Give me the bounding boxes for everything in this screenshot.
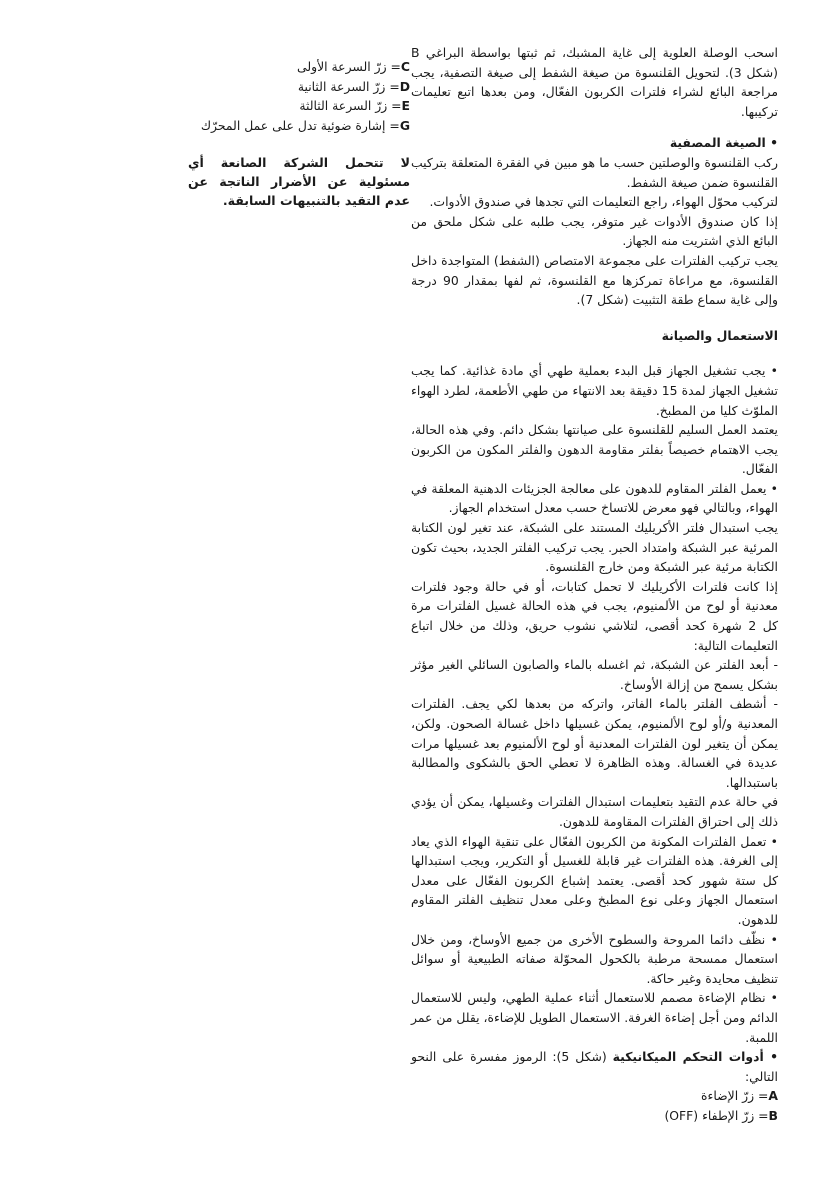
controls-description: (شكل 5): الرموز مفسرة على النحو التالي:: [411, 1049, 778, 1084]
legend-e-key: E: [401, 98, 410, 114]
use-paragraph-6: - أبعد الفلتر عن الشبكة، ثم اغسله بالماء والصابون السائلي الغير مؤثر بشكل يسمح من إزالة الأوساخ.: [411, 657, 778, 692]
legend-b-text: = زرّ الإطفاء (OFF): [664, 1107, 769, 1123]
use-paragraph-8: في حالة عدم التقيد بتعليمات استبدال الفلترات وغسيلها، يمكن أن يؤدي ذلك إلى احتراق الفلترات المقاومة للدهون.: [411, 794, 778, 829]
legend-c-text: = زرّ السرعة الأولى: [297, 59, 401, 74]
use-paragraph-5: إذا كانت فلترات الأكريليك لا تحمل كتابات، أو في حالة وجود فلترات معدنية أو لوح من الألمنيوم، يجب في هذه الحالة غسيل الفلترات مرة كل 2 شهرة كحد أقصى، لتلاشي نشوب حريق، وذلك من خلال اتباع التعليمات التالية:: [411, 578, 778, 653]
legend-a-key: A: [768, 1088, 778, 1104]
right-column: [411, 43, 778, 1125]
legend-d-text: = زرّ السرعة الثانية: [297, 78, 400, 94]
legend-g-text: = إشارة ضوئية تدل على عمل المحرّك: [200, 117, 400, 133]
controls-paragraph: [411, 1047, 778, 1086]
legend-c-key: C: [400, 59, 410, 74]
legend-g-key: G: [399, 117, 410, 133]
legend-g: [188, 116, 410, 136]
left-column: [188, 57, 410, 210]
filter-paragraph-1: ركب القلنسوة والوصلتين حسب ما هو مبين في الفقرة المتعلقة بتركيب القلنسوة ضمن صيغة الشفط.: [411, 154, 778, 190]
legend-d-key: D: [399, 78, 410, 94]
use-paragraph-9: • تعمل الفلترات المكونة من الكربون الفعّال على تنقية الهواء الذي يعاد إلى الغرفة. هذه الفلترات غير قابلة للغسيل أو التكرير، ويجب استبدالها كل ستة شهور كحد أقصى. يعتمد إشباع الكربون الفعّال على معدل استعمال الجهاز وعلى نوع المطبخ وعلى معدل تنظيف الفلتر المقاوم للدهون.: [411, 833, 778, 927]
use-paragraph-11: • نظام الإضاءة مصمم للاستعمال أثناء عملية الطهي، وليس للاستعمال الدائم ومن أجل إضاءة الغرفة. الاستعمال الطويل للإضاءة، يقلل من عمر اللمبة.: [411, 990, 778, 1045]
legend-c: [188, 57, 410, 77]
legend-e-text: = زرّ السرعة الثالثة: [299, 98, 402, 114]
intro-paragraph: اسحب الوصلة العلوية إلى غاية المشبك، ثم ثبتها بواسطة البراغي B (شكل 3). لتحويل القلنسوة من صيغة الشفط إلى صيغة التصفية، يجب مراجعة البائع لشراء فلترات الكربون الفعّال، ومن بعدها اتبع تعليمات تركيبها.: [411, 45, 778, 119]
use-paragraph-4: يجب استبدال فلتر الأكريليك المستند على الشبكة، عند تغير لون الكتابة المرئية عبر الشبكة وامتداد الحبر. يجب تركيب الفلتر الجديد، بحيث تكون الكتابة مرئية عبر الشبكة ومن خارج القلنسوة.: [411, 520, 778, 575]
legend-b: [411, 1106, 778, 1126]
controls-heading: • أدوات التحكم الميكانيكية: [612, 1049, 778, 1065]
filter-paragraph-2: لتركيب محوّل الهواء، راجع التعليمات التي تجدها في صندوق الأدوات.: [429, 194, 778, 210]
manufacturer-warning: لا تتحمل الشركة الصانعة أي مسئولية عن الأضرار الناتجة عن عدم التقيد بالتنبيهات السابقة.: [188, 155, 410, 209]
filter-mode-heading: • الصيغة المصفية: [669, 135, 778, 151]
legend-b-key: B: [768, 1107, 778, 1123]
use-maintenance-heading: الاستعمال والصيانة: [661, 327, 778, 343]
use-paragraph-2: يعتمد العمل السليم للقلنسوة على صيانتها بشكل دائم. وفي هذه الحالة، يجب الاهتمام خصيصاً بفلتر مقاومة الدهون والفلتر المكون من الكربون الفعّال.: [411, 422, 778, 477]
legend-a-text: = زرّ الإضاءة: [701, 1088, 769, 1104]
use-paragraph-3: • يعمل الفلتر المقاوم للدهون على معالجة الجزيئات الدهنية المعلقة في الهواء، وبالتالي فهو معرض للاتساخ حسب معدل استخدام الجهاز.: [411, 480, 778, 516]
use-paragraph-7: - أشطف الفلتر بالماء الفاتر، واتركه من بعدها لكي يجف. الفلترات المعدنية و/أو لوح الألمنيوم، يمكن غسيلها داخل غسالة الصحون. ولكن، يمكن أن يتغير لون الفلترات المعدنية أو لوح الألمنيوم بعد غسيلها مرات عديدة في الغسالة. وهذه الظاهرة لا تعطي الحق بالشكوى والمطالبة باستبدالها.: [411, 696, 778, 790]
use-paragraph-1: • يجب تشغيل الجهاز قبل البدء بعملية طهي أي مادة غذائية. كما يجب تشغيل الجهاز لمدة 15 دقيقة بعد الانتهاء من طهي الأطعمة، لطرد الهواء الملوّث كليا من المطبخ.: [411, 363, 778, 418]
filter-paragraph-4: يجب تركيب الفلترات على مجموعة الامتصاص (الشفط) المتواجدة داخل القلنسوة، مع مراعاة تمركزها مع القلنسوة، ثم لفها بمقدار 90 درجة وإلى غاية سماع طقة التثبيت (شكل 7).: [411, 252, 778, 308]
filter-paragraph-3: إذا كان صندوق الأدوات غير متوفر، يجب طلبه على شكل ملحق من البائع الذي اشتريت منه الجهاز.: [411, 213, 778, 249]
legend-d: [188, 77, 410, 97]
legend-e: [188, 96, 410, 116]
use-paragraph-10: • نظّف دائما المروحة والسطوح الأخرى من جميع الأوساخ، ومن خلال استعمال ممسحة مرطبة بالكحول المحوّلة صفاته الطبيعية أو سوائل تنظيف محايدة وغير حاكة.: [411, 931, 778, 986]
legend-a: [411, 1086, 778, 1106]
